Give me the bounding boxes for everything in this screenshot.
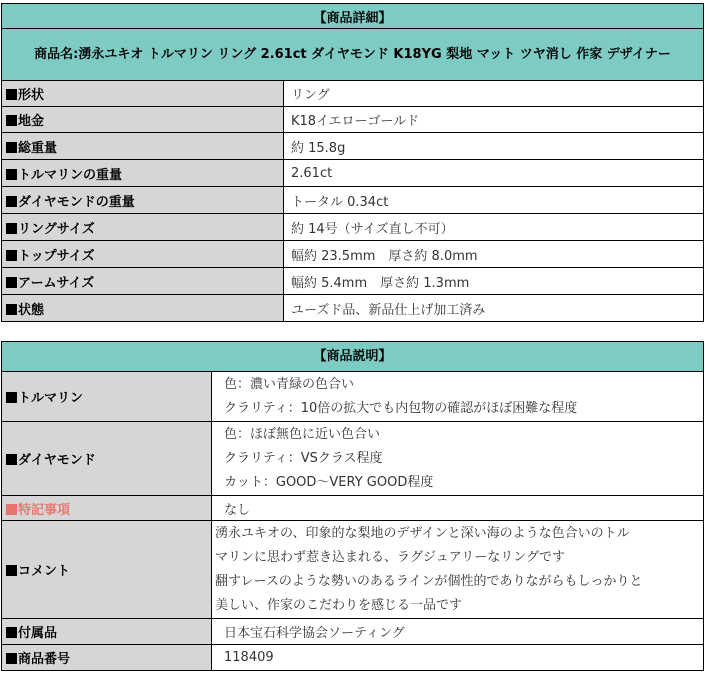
bullet-square-icon (6, 115, 17, 126)
product-name: 商品名:湧永ユキオ トルマリン リング 2.61ct ダイヤモンド K18YG 梨地 マット ツヤ消し 作家 デザイナー (2, 29, 704, 81)
row-value-diamond-weight: トータル 0.34ct (284, 187, 704, 214)
row-label-accessories: 付属品 (2, 619, 212, 645)
diamond-cut: カット：GOOD～VERY GOOD程度 (224, 474, 434, 490)
bullet-square-icon (6, 627, 17, 638)
bullet-square-icon (6, 454, 17, 465)
bullet-square-icon (6, 142, 17, 153)
product-details-table (1, 3, 704, 322)
row-value-comment (212, 521, 704, 619)
row-value-ring-size: 約 14号（サイズ直し不可） (284, 214, 704, 241)
row-value-top-size: 幅約 23.5mm 厚さ約 8.0mm (284, 241, 704, 268)
row-value-special-notes: なし (212, 496, 704, 521)
row-label-condition: 状態 (2, 295, 284, 322)
row-value-arm-size: 幅約 5.4mm 厚さ約 1.3mm (284, 268, 704, 295)
row-value-diamond (212, 422, 704, 496)
row-label-metal: 地金 (2, 107, 284, 133)
comment-line: 美しい、作家のこだわりを感じる一品です (215, 597, 463, 613)
bullet-square-icon (6, 250, 17, 261)
bullet-square-icon (6, 223, 17, 234)
bullet-square-icon (6, 277, 17, 288)
comment-line: 湧永ユキオの、印象的な梨地のデザインと深い海のような色合いのトル (215, 525, 630, 541)
row-label-diamond: ダイヤモンド (2, 422, 212, 496)
diamond-clarity: クラリティ：VSクラス程度 (224, 450, 383, 466)
row-label-arm-size: アームサイズ (2, 268, 284, 295)
bullet-square-icon (6, 565, 17, 576)
bullet-square-icon (6, 653, 17, 664)
row-label-item-number: 商品番号 (2, 645, 212, 671)
row-value-condition: ユーズド品、新品仕上げ加工済み (284, 295, 704, 322)
row-value-shape: リング (284, 81, 704, 107)
comment-line: 翻すレースのような勢いのあるラインが個性的でありながらもしっかりと (215, 573, 643, 589)
row-label-shape: 形状 (2, 81, 284, 107)
bullet-square-icon (6, 169, 17, 180)
row-label-total-weight: 総重量 (2, 133, 284, 160)
description-header: 【商品説明】 (2, 342, 704, 372)
row-value-item-number: 118409 (212, 645, 704, 671)
row-label-ring-size: リングサイズ (2, 214, 284, 241)
bullet-square-icon (6, 304, 17, 315)
bullet-square-icon (6, 392, 17, 403)
row-label-tourmaline-weight: トルマリンの重量 (2, 160, 284, 187)
bullet-square-icon (6, 196, 17, 207)
row-label-special-notes: 特記事項 (2, 496, 212, 521)
bullet-square-icon (6, 89, 17, 100)
row-label-tourmaline: トルマリン (2, 372, 212, 422)
bullet-square-icon (6, 504, 17, 515)
product-description-table (1, 341, 704, 671)
tourmaline-clarity: クラリティ：10倍の拡大でも内包物の確認がほぼ困難な程度 (224, 400, 578, 416)
comment-line: マリンに思わず惹き込まれる、ラグジュアリーなリングです (215, 549, 565, 565)
row-value-accessories: 日本宝石科学協会ソーティング (212, 619, 704, 645)
diamond-color: 色：ほぼ無色に近い色合い (224, 426, 381, 442)
row-value-metal: K18イエローゴールド (284, 107, 704, 133)
row-value-tourmaline (212, 372, 704, 422)
row-label-comment: コメント (2, 521, 212, 619)
tourmaline-color: 色：濃い青緑の色合い (224, 376, 355, 392)
row-label-top-size: トップサイズ (2, 241, 284, 268)
details-header: 【商品詳細】 (2, 4, 704, 29)
row-value-total-weight: 約 15.8g (284, 133, 704, 160)
row-label-diamond-weight: ダイヤモンドの重量 (2, 187, 284, 214)
row-value-tourmaline-weight: 2.61ct (284, 160, 704, 187)
